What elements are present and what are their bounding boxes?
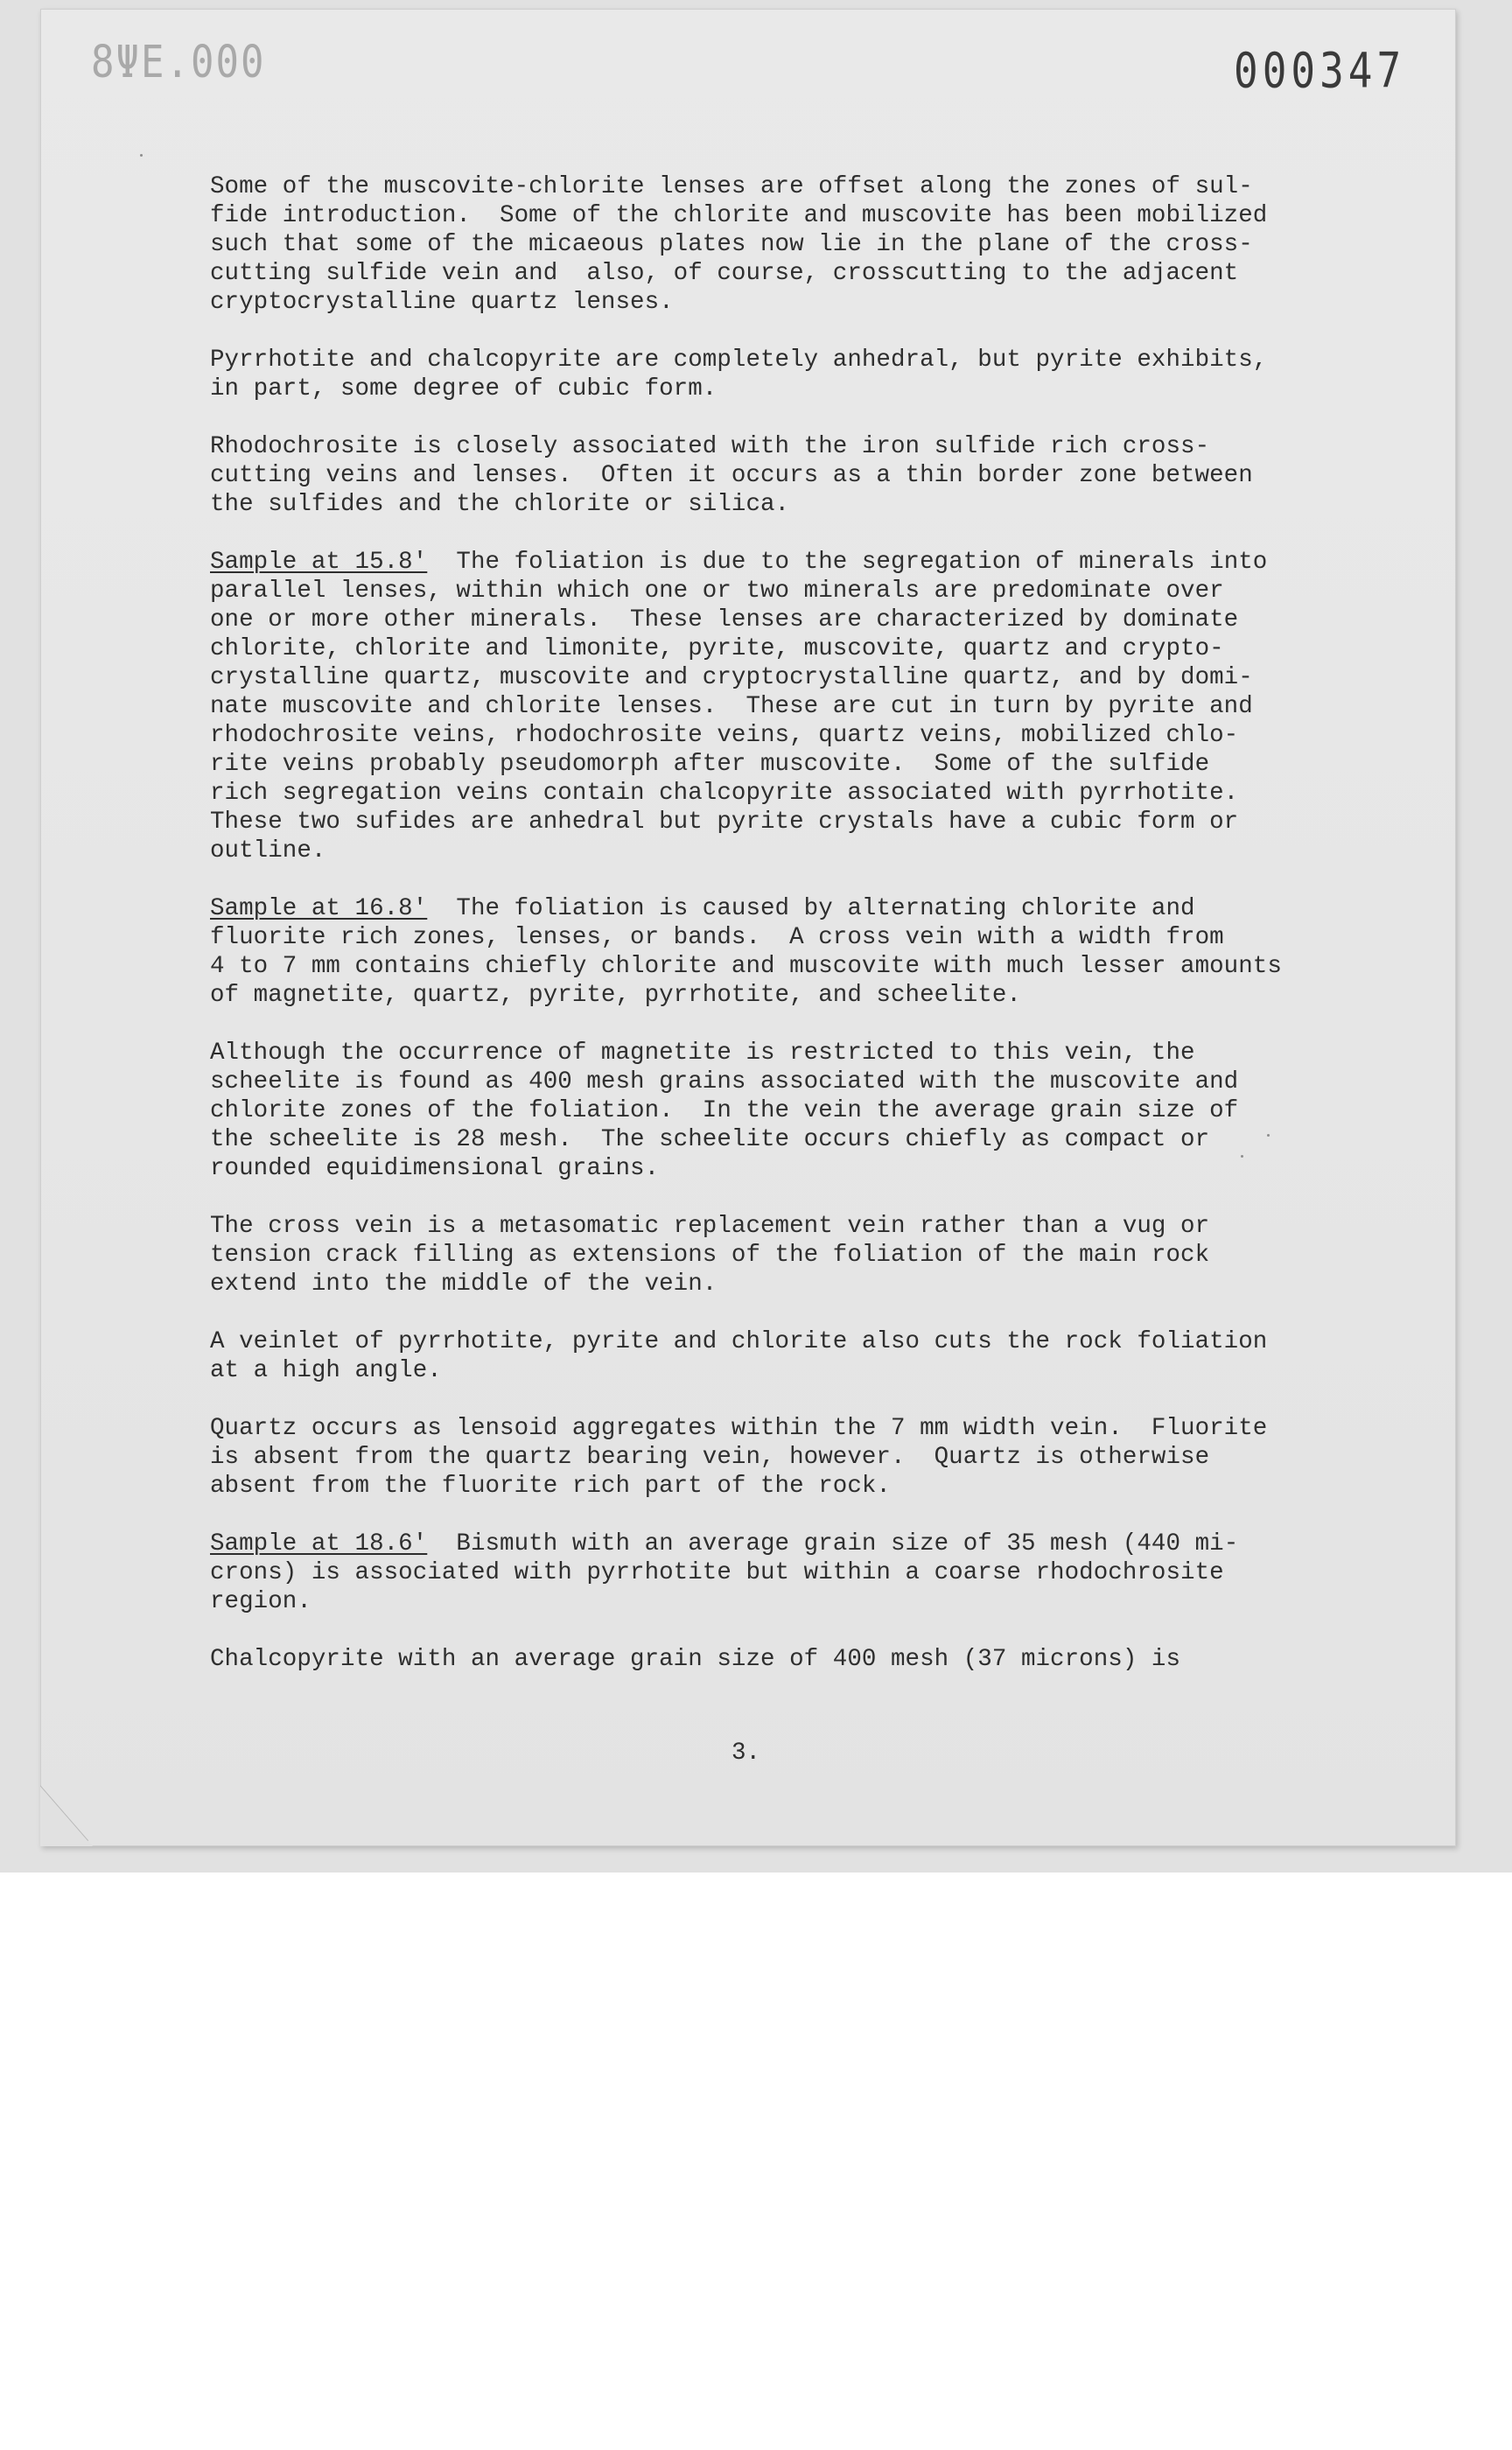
text-line bbox=[210, 1154, 1348, 1183]
text-line bbox=[210, 1443, 1348, 1472]
line-text: chlorite zones of the foliation. In the vein the average grain size of bbox=[210, 1097, 1239, 1124]
text-line bbox=[210, 836, 1348, 865]
line-text: outline. bbox=[210, 837, 326, 864]
line-text: parallel lenses, within which one or two minerals are predominate over bbox=[210, 578, 1224, 605]
paragraph bbox=[210, 1327, 1348, 1385]
page-number: 3. bbox=[732, 1740, 761, 1767]
line-text: at a high angle. bbox=[210, 1357, 442, 1384]
paragraph bbox=[210, 1039, 1348, 1183]
text-line bbox=[210, 1645, 1348, 1674]
paragraph bbox=[210, 1414, 1348, 1501]
text-line bbox=[210, 1356, 1348, 1385]
text-line bbox=[210, 1530, 1348, 1558]
line-text: Some of the muscovite-chlorite lenses are offset along the zones of sul- bbox=[210, 173, 1253, 200]
text-line bbox=[210, 923, 1348, 952]
line-text: The foliation is caused by alternating chlorite and bbox=[427, 895, 1195, 922]
paragraph bbox=[210, 1645, 1348, 1674]
line-text: rhodochrosite veins, rhodochrosite veins, quartz veins, mobilized chlo- bbox=[210, 722, 1239, 749]
text-line bbox=[210, 490, 1348, 519]
line-text: of magnetite, quartz, pyrite, pyrrhotite, and scheelite. bbox=[210, 982, 1021, 1009]
line-text: scheelite is found as 400 mesh grains associated with the muscovite and bbox=[210, 1068, 1239, 1096]
scan-speck bbox=[140, 154, 143, 157]
text-line bbox=[210, 721, 1348, 750]
text-line bbox=[210, 201, 1348, 230]
line-text: in part, some degree of cubic form. bbox=[210, 375, 718, 402]
text-line bbox=[210, 1587, 1348, 1616]
text-line bbox=[210, 1212, 1348, 1241]
text-line bbox=[210, 259, 1348, 288]
line-text: crons) is associated with pyrrhotite but within a coarse rhodochrosite bbox=[210, 1559, 1224, 1586]
text-line bbox=[210, 952, 1348, 981]
line-text: A veinlet of pyrrhotite, pyrite and chlorite also cuts the rock foliation bbox=[210, 1328, 1268, 1355]
line-text: Chalcopyrite with an average grain size of 400 mesh (37 microns) is bbox=[210, 1646, 1181, 1673]
paragraph bbox=[210, 1530, 1348, 1616]
text-line bbox=[210, 1096, 1348, 1125]
text-line bbox=[210, 981, 1348, 1010]
text-line bbox=[210, 230, 1348, 259]
line-text: one or more other minerals. These lenses are characterized by dominate bbox=[210, 606, 1239, 634]
paragraph bbox=[210, 548, 1348, 865]
sample-heading: Sample at 16.8' bbox=[210, 895, 428, 922]
line-text: tension crack filling as extensions of the foliation of the main rock bbox=[210, 1242, 1210, 1269]
line-text: The cross vein is a metasomatic replacement vein rather than a vug or bbox=[210, 1213, 1210, 1240]
text-line bbox=[210, 663, 1348, 692]
line-text: extend into the middle of the vein. bbox=[210, 1270, 718, 1298]
text-line bbox=[210, 1241, 1348, 1270]
line-text: region. bbox=[210, 1588, 312, 1615]
text-line bbox=[210, 1125, 1348, 1154]
text-line bbox=[210, 374, 1348, 403]
sample-heading: Sample at 15.8' bbox=[210, 549, 428, 576]
line-text: cutting sulfide vein and also, of course, crosscutting to the adjacent bbox=[210, 260, 1239, 287]
text-line bbox=[210, 1039, 1348, 1068]
line-text: rounded equidimensional grains. bbox=[210, 1155, 660, 1182]
paragraph bbox=[210, 894, 1348, 1010]
line-text: Rhodochrosite is closely associated with the iron sulfide rich cross- bbox=[210, 433, 1210, 460]
line-text: Bismuth with an average grain size of 35 mesh (440 mi- bbox=[427, 1530, 1239, 1558]
document-body bbox=[210, 172, 1348, 1703]
text-line bbox=[210, 172, 1348, 201]
line-text: These two sufides are anhedral but pyrite crystals have a cubic form or bbox=[210, 808, 1239, 836]
line-text: fluorite rich zones, lenses, or bands. A cross vein with a width from bbox=[210, 924, 1224, 951]
line-text: the scheelite is 28 mesh. The scheelite occurs chiefly as compact or bbox=[210, 1126, 1210, 1153]
text-line bbox=[210, 808, 1348, 836]
page-stamp-number: 000347 bbox=[1234, 42, 1406, 99]
text-line bbox=[210, 634, 1348, 663]
paragraph bbox=[210, 1212, 1348, 1298]
line-text: fide introduction. Some of the chlorite and muscovite has been mobilized bbox=[210, 202, 1268, 229]
paragraph bbox=[210, 432, 1348, 519]
text-line bbox=[210, 1414, 1348, 1443]
line-text: Pyrrhotite and chalcopyrite are completely anhedral, but pyrite exhibits, bbox=[210, 346, 1268, 374]
text-line bbox=[210, 1558, 1348, 1587]
line-text: The foliation is due to the segregation of minerals into bbox=[427, 549, 1268, 576]
paragraph bbox=[210, 346, 1348, 403]
folded-corner bbox=[40, 1785, 93, 1846]
line-text: nate muscovite and chlorite lenses. These are cut in turn by pyrite and bbox=[210, 693, 1253, 720]
text-line bbox=[210, 692, 1348, 721]
line-text: 4 to 7 mm contains chiefly chlorite and muscovite with much lesser amounts bbox=[210, 953, 1282, 980]
line-text: crystalline quartz, muscovite and cryptocrystalline quartz, and by domi- bbox=[210, 664, 1253, 691]
text-line bbox=[210, 577, 1348, 606]
text-line bbox=[210, 432, 1348, 461]
faded-stamp-number: 8ΨE.000 bbox=[91, 37, 266, 88]
text-line bbox=[210, 346, 1348, 374]
text-line bbox=[210, 1270, 1348, 1298]
text-line bbox=[210, 461, 1348, 490]
text-line bbox=[210, 779, 1348, 808]
text-line bbox=[210, 548, 1348, 577]
paragraph bbox=[210, 172, 1348, 317]
line-text: cryptocrystalline quartz lenses. bbox=[210, 289, 674, 316]
text-line bbox=[210, 750, 1348, 779]
text-line bbox=[210, 288, 1348, 317]
line-text: rich segregation veins contain chalcopyrite associated with pyrrhotite. bbox=[210, 780, 1239, 807]
line-text: rite veins probably pseudomorph after muscovite. Some of the sulfide bbox=[210, 751, 1210, 778]
text-line bbox=[210, 1327, 1348, 1356]
line-text: such that some of the micaeous plates now lie in the plane of the cross- bbox=[210, 231, 1253, 258]
text-line bbox=[210, 1068, 1348, 1096]
text-line bbox=[210, 606, 1348, 634]
line-text: absent from the fluorite rich part of the rock. bbox=[210, 1473, 891, 1500]
line-text: cutting veins and lenses. Often it occurs as a thin border zone between bbox=[210, 462, 1253, 489]
sample-heading: Sample at 18.6' bbox=[210, 1530, 428, 1558]
text-line bbox=[210, 1472, 1348, 1501]
line-text: Although the occurrence of magnetite is restricted to this vein, the bbox=[210, 1040, 1195, 1067]
line-text: Quartz occurs as lensoid aggregates within the 7 mm width vein. Fluorite bbox=[210, 1415, 1268, 1442]
line-text: chlorite, chlorite and limonite, pyrite, muscovite, quartz and crypto- bbox=[210, 635, 1224, 662]
line-text: the sulfides and the chlorite or silica. bbox=[210, 491, 790, 518]
text-line bbox=[210, 894, 1348, 923]
line-text: is absent from the quartz bearing vein, however. Quartz is otherwise bbox=[210, 1444, 1210, 1471]
